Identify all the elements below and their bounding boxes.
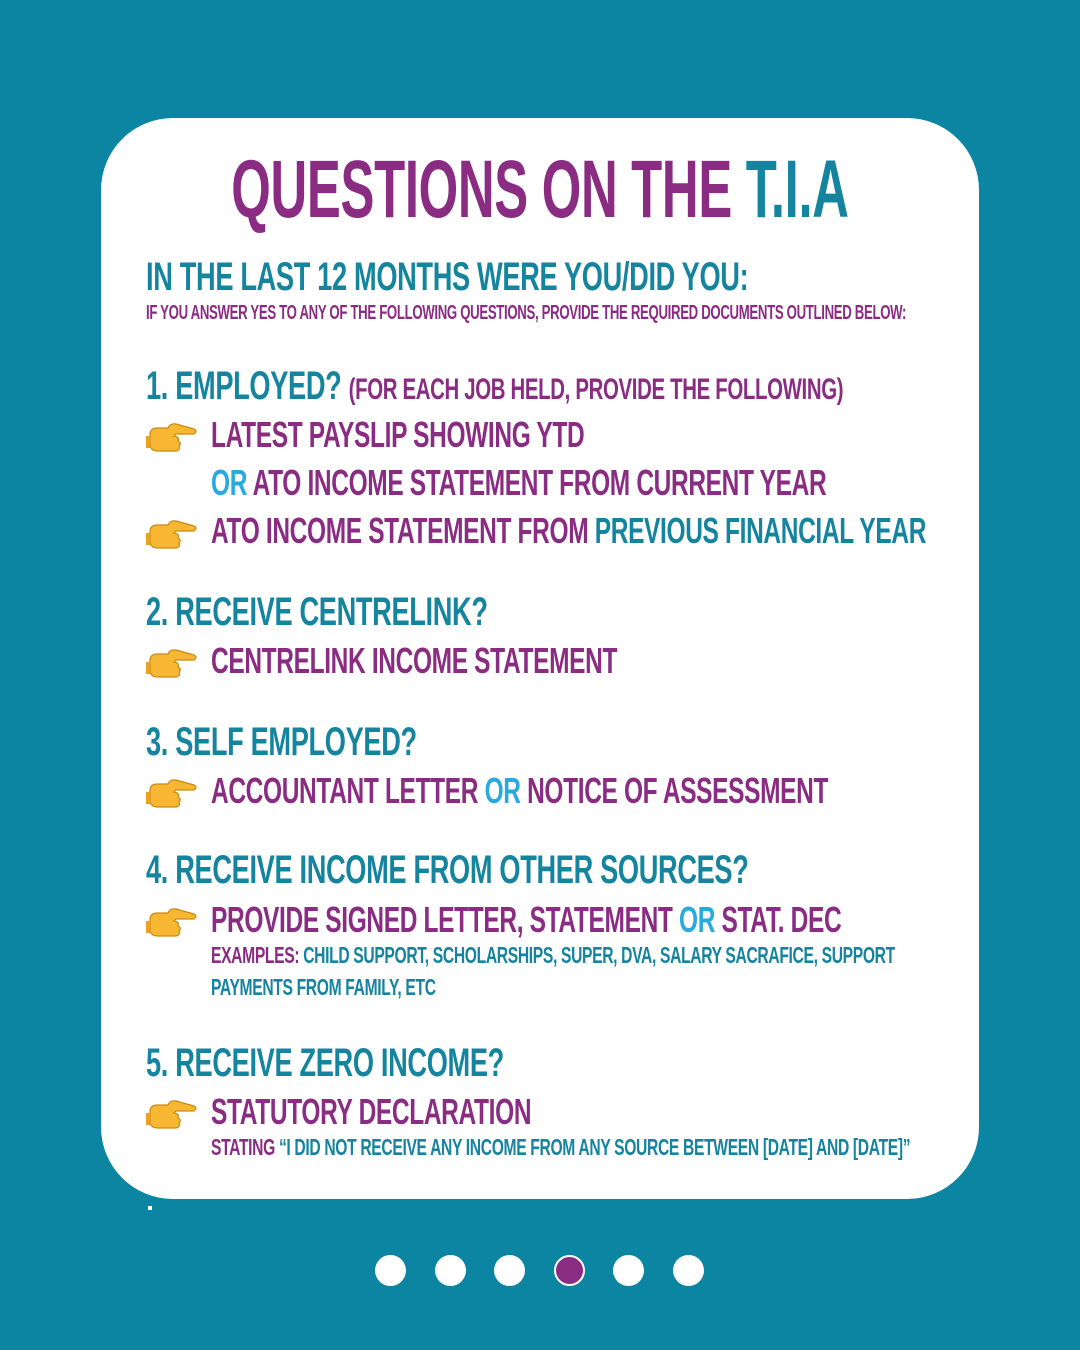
or-label: OR [678,899,716,940]
q3-item-1-b: NOTICE OF ASSESSMENT [527,770,829,811]
page-dot-6[interactable] [673,1255,704,1286]
question-number: 5. [146,1041,169,1085]
page-dot-5[interactable] [613,1255,644,1286]
q1-item-2 [211,510,926,552]
question-note: (FOR EACH JOB HELD, PROVIDE THE FOLLOWING) [348,373,844,406]
question-label: RECEIVE CENTRELINK? [175,590,488,634]
q2-item-1: CENTRELINK INCOME STATEMENT [211,640,618,681]
question-5 [146,1041,504,1086]
q1-item-1-cont [211,462,826,504]
pointing-hand-icon [146,517,198,551]
title-main: QUESTIONS ON THE [231,144,732,235]
intro-heading: IN THE LAST 12 MONTHS WERE YOU/DID YOU: [146,255,749,299]
question-number: 3. [146,720,169,764]
q4-examples-cont: PAYMENTS FROM FAMILY, ETC [211,974,436,1000]
question-2 [146,590,488,635]
q5-stating [211,1134,910,1161]
q4-item-1 [211,899,841,941]
pagination-dots [375,1255,705,1287]
stray-mark [148,1206,152,1210]
question-number: 4. [146,848,169,892]
or-label: OR [484,770,521,811]
q1-item-1: LATEST PAYSLIP SHOWING YTD [211,414,585,455]
q1-item-2-a: ATO INCOME STATEMENT FROM [211,510,589,551]
question-label: RECEIVE ZERO INCOME? [175,1041,504,1085]
q4-item-1-b: STAT. DEC [721,899,842,940]
question-label: RECEIVE INCOME FROM OTHER SOURCES? [175,848,749,892]
examples-text: CHILD SUPPORT, SCHOLARSHIPS, SUPER, DVA, SALARY SACRAFICE, SUPPORT [303,942,895,968]
q4-examples [211,942,895,969]
page-dot-1[interactable] [375,1255,406,1286]
pointing-hand-icon [146,646,198,680]
question-3 [146,720,417,765]
pointing-hand-icon [146,420,198,454]
pointing-hand-icon [146,1097,198,1131]
pointing-hand-icon [146,905,198,939]
pointing-hand-icon [146,776,198,810]
question-label: EMPLOYED? [175,364,342,408]
title-accent: T.I.A [745,144,849,235]
examples-label: EXAMPLES: [211,942,300,968]
q1-item-1-cont-text: ATO INCOME STATEMENT FROM CURRENT YEAR [252,462,827,503]
q1-item-2-b: PREVIOUS FINANCIAL YEAR [594,510,927,551]
or-label: OR [211,462,248,503]
stating-text: “I DID NOT RECEIVE ANY INCOME FROM ANY SOURCE BETWEEN [DATE] AND [DATE]” [278,1134,911,1160]
page-title [205,145,875,235]
question-label: SELF EMPLOYED? [175,720,417,764]
question-4 [146,848,749,893]
q4-item-1-a: PROVIDE SIGNED LETTER, STATEMENT [211,899,673,940]
page-dot-4-active[interactable] [554,1255,585,1286]
page-dot-3[interactable] [494,1255,525,1286]
question-1 [146,364,843,409]
question-number: 2. [146,590,169,634]
stating-label: STATING [211,1134,275,1160]
question-number: 1. [146,364,169,408]
page-dot-2[interactable] [435,1255,466,1286]
q5-item-1: STATUTORY DECLARATION [211,1091,532,1132]
q3-item-1-a: ACCOUNTANT LETTER [211,770,479,811]
intro-subheading: IF YOU ANSWER YES TO ANY OF THE FOLLOWING QUESTIONS, PROVIDE THE REQUIRED DOCUMENTS OUTLINED BELOW: [146,302,907,324]
q3-item-1 [211,770,828,812]
